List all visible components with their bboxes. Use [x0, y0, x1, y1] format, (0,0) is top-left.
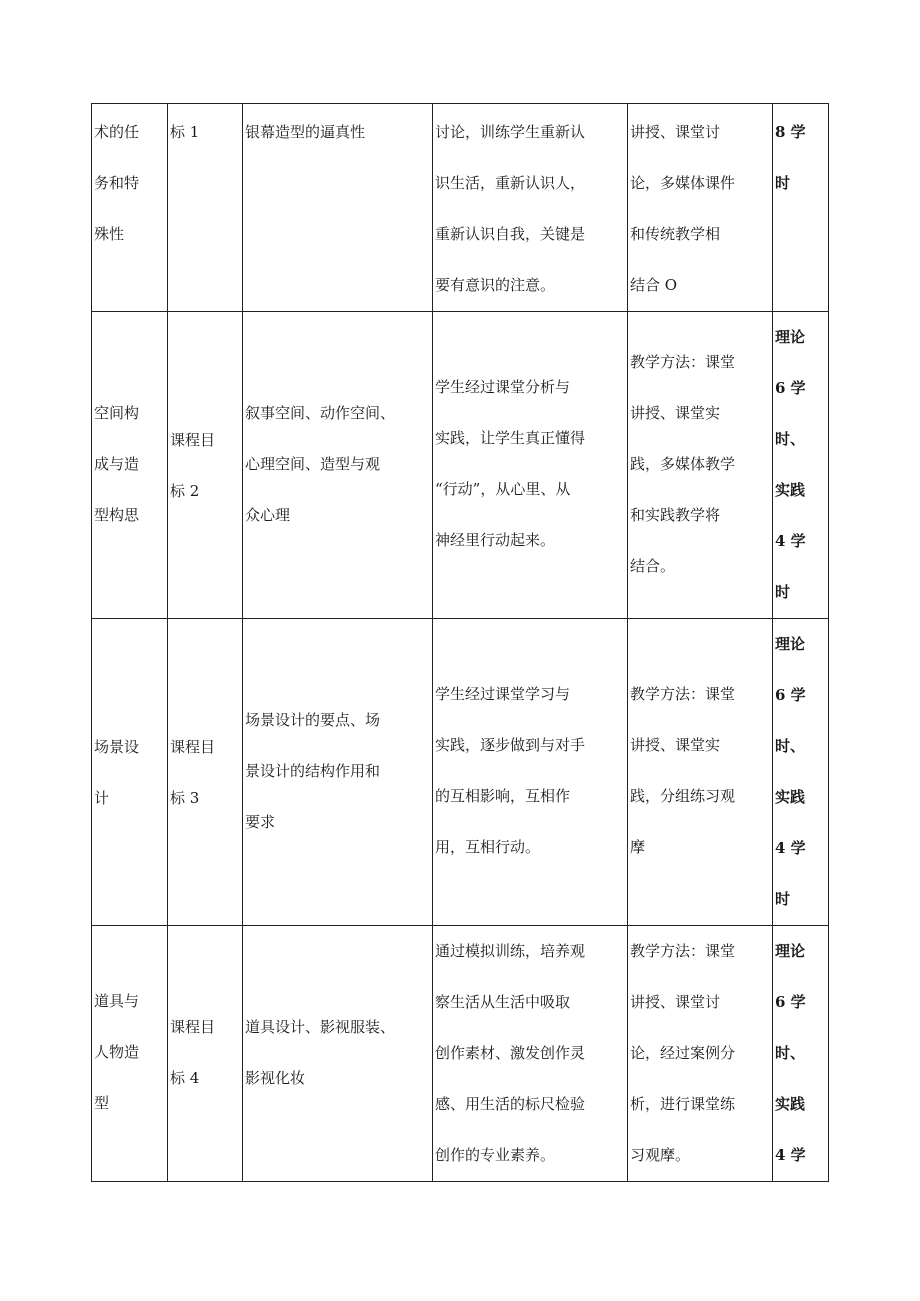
objective-text: 标 1: [170, 123, 200, 141]
method-text: 讲授、课堂讨 论，多媒体课件 和传统教学相 结合 O: [630, 123, 736, 294]
content-cell: [243, 619, 433, 926]
topic-cell: [92, 619, 168, 926]
hours-text: 理论 6 学 时、 实践 4 学: [775, 942, 806, 1164]
content-cell: [243, 312, 433, 619]
table-row: [92, 926, 829, 1182]
objective-cell: [168, 312, 243, 619]
requirement-cell: [433, 619, 628, 926]
hours-text: 理论 6 学 时、 实践 4 学 时: [775, 635, 806, 908]
objective-cell: [168, 619, 243, 926]
requirement-text: 通过模拟训练，培养观 察生活从生活中吸取 创作素材、激发创作灵 感、用生活的标尺检验 创作的专业素养。: [435, 942, 586, 1164]
table-row: [92, 312, 829, 619]
method-text: 教学方法：课堂 讲授、课堂实 践，分组练习观 摩: [630, 685, 736, 856]
table-row: [92, 104, 829, 312]
objective-cell: [168, 926, 243, 1182]
requirement-text: 学生经过课堂学习与 实践，逐步做到与对手 的互相影响，互相作 用，互相行动。: [435, 685, 586, 856]
topic-text: 场景设 计: [94, 738, 140, 807]
method-cell: [628, 104, 773, 312]
requirement-cell: [433, 926, 628, 1182]
content-text: 道具设计、影视服装、 影视化妆: [245, 1018, 396, 1087]
content-cell: [243, 926, 433, 1182]
hours-cell: [773, 104, 829, 312]
requirement-cell: [433, 104, 628, 312]
content-text: 场景设计的要点、场 景设计的结构作用和 要求: [245, 711, 381, 831]
content-text: 叙事空间、动作空间、 心理空间、造型与观 众心理: [245, 404, 396, 524]
requirement-cell: [433, 312, 628, 619]
hours-cell: [773, 926, 829, 1182]
table-row: [92, 619, 829, 926]
hours-text: 8 学 时: [775, 123, 806, 192]
objective-text: 课程目 标 4: [170, 1018, 216, 1087]
requirement-text: 学生经过课堂分析与 实践，让学生真正懂得 “行动”，从心里、从 神经里行动起来。: [435, 378, 586, 549]
topic-text: 道具与 人物造 型: [94, 992, 140, 1112]
hours-cell: [773, 312, 829, 619]
topic-cell: [92, 926, 168, 1182]
requirement-text: 讨论，训练学生重新认 识生活，重新认识人， 重新认识自我，关键是 要有意识的注意。: [435, 123, 586, 294]
hours-cell: [773, 619, 829, 926]
method-text: 教学方法：课堂 讲授、课堂实 践，多媒体教学 和实践教学将 结合。: [630, 353, 736, 575]
topic-text: 空间构 成与造 型构思: [94, 404, 140, 524]
course-schedule-table: [91, 103, 829, 1182]
content-cell: [243, 104, 433, 312]
objective-cell: [168, 104, 243, 312]
method-cell: [628, 312, 773, 619]
method-cell: [628, 926, 773, 1182]
method-text: 教学方法：课堂 讲授、课堂讨 论，经过案例分 析，进行课堂练 习观摩。: [630, 942, 736, 1164]
objective-text: 课程目 标 2: [170, 431, 216, 500]
hours-text: 理论 6 学 时、 实践 4 学 时: [775, 328, 806, 601]
content-text: 银幕造型的逼真性: [245, 123, 366, 141]
topic-cell: [92, 312, 168, 619]
topic-cell: [92, 104, 168, 312]
topic-text: 术的任 务和特 殊性: [94, 123, 140, 243]
method-cell: [628, 619, 773, 926]
objective-text: 课程目 标 3: [170, 738, 216, 807]
